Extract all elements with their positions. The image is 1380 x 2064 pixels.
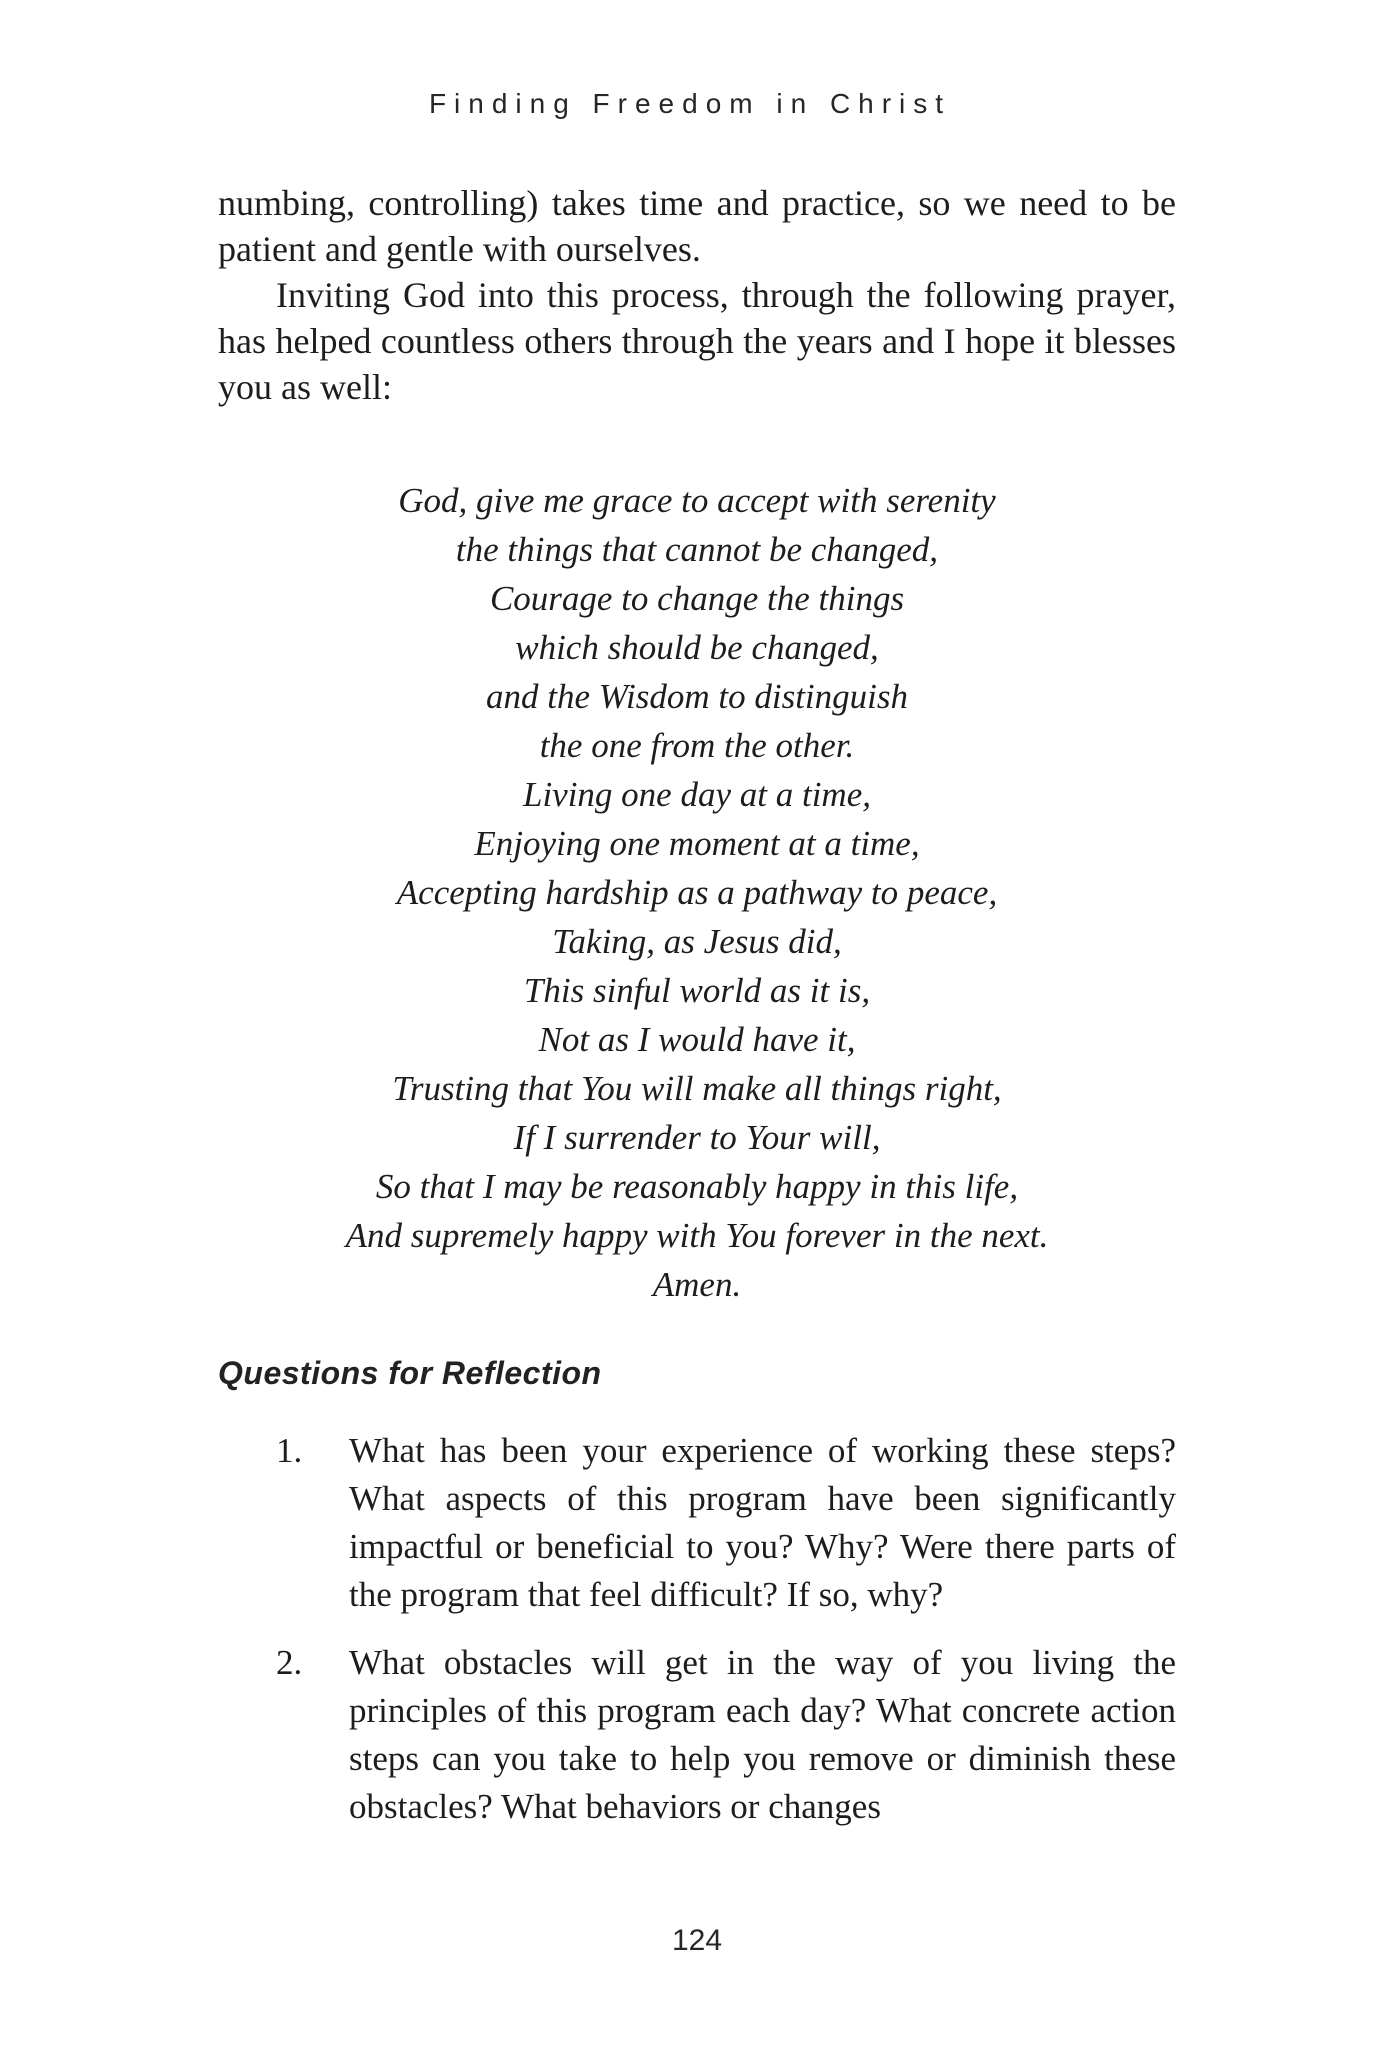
question-number: 2. <box>276 1643 303 1682</box>
prayer-line: If I surrender to Your will, <box>513 1118 881 1157</box>
questions-list <box>218 1427 1176 1831</box>
question-number: 1. <box>276 1431 303 1470</box>
question-item <box>218 1427 1176 1619</box>
prayer-line: God, give me grace to accept with serenity <box>398 481 996 520</box>
prayer-line: This sinful world as it is, <box>523 971 871 1010</box>
prayer-line: Trusting that You will make all things right, <box>392 1069 1002 1108</box>
body-paragraph-intro: Inviting God into this process, through the following prayer, has helped countless others through the years and I hope it blesses you as well: <box>218 275 1176 407</box>
body-paragraph-continuation: numbing, controlling) takes time and practice, so we need to be patient and gentle with ourselves. <box>218 183 1176 269</box>
question-text: What obstacles will get in the way of you living the principles of this program each day? What concrete action steps can you take to help you remove or diminish these obstacles? What behaviors or changes <box>349 1643 1176 1826</box>
prayer-line: the things that cannot be changed, <box>455 530 939 569</box>
serenity-prayer-block <box>218 476 1176 1309</box>
prayer-line: Amen. <box>652 1265 742 1304</box>
page-number: 124 <box>671 1924 723 1957</box>
question-text: What has been your experience of working these steps? What aspects of this program have been significantly impactful or beneficial to you? Why? Were there parts of the program that feel difficult? If so, why? <box>349 1431 1176 1614</box>
prayer-line: So that I may be reasonably happy in this life, <box>375 1167 1019 1206</box>
prayer-line: which should be changed, <box>515 628 879 667</box>
prayer-line: the one from the other. <box>539 726 855 765</box>
text-column <box>218 180 1176 1831</box>
prayer-line: Enjoying one moment at a time, <box>474 824 920 863</box>
prayer-line: Living one day at a time, <box>522 775 871 814</box>
prayer-line: and the Wisdom to distinguish <box>486 677 908 716</box>
prayer-line: Taking, as Jesus did, <box>552 922 842 961</box>
prayer-line: Courage to change the things <box>489 579 905 618</box>
questions-heading: Questions for Reflection <box>218 1355 602 1391</box>
running-header: Finding Freedom in Christ <box>428 88 952 119</box>
prayer-line: And supremely happy with You forever in the next. <box>345 1216 1049 1255</box>
prayer-line: Accepting hardship as a pathway to peace, <box>396 873 998 912</box>
prayer-line: Not as I would have it, <box>538 1020 856 1059</box>
question-item <box>218 1639 1176 1831</box>
